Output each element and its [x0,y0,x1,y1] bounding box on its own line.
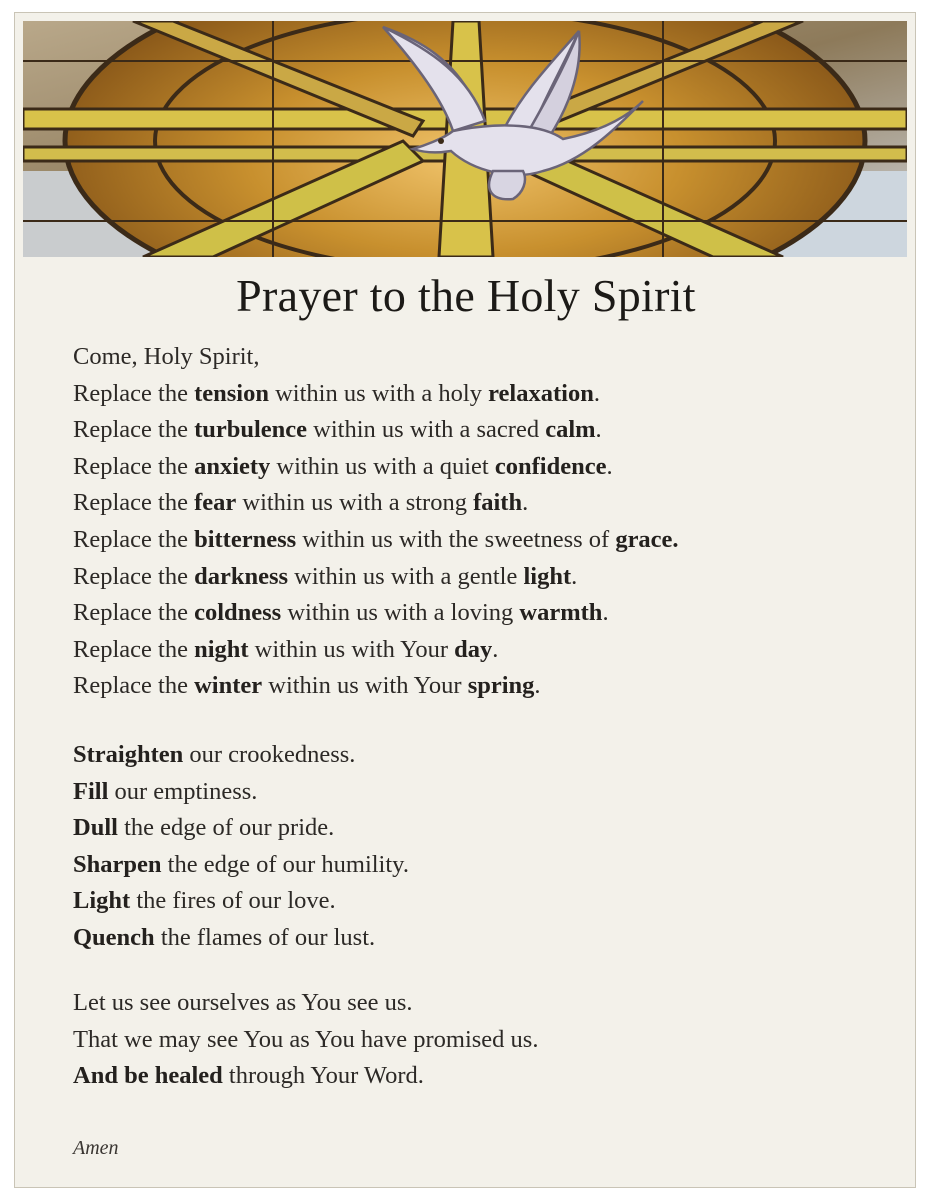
line-text: within us with Your [248,635,455,663]
bold-word: confidence [494,452,607,480]
bold-word: fear [194,489,237,517]
line-text: Replace the [73,489,195,517]
stanza-petitions [73,737,409,957]
stanza-closing [73,985,538,1095]
prayer-line [73,339,679,376]
prayer-line [73,376,679,413]
prayer-line [73,883,409,920]
bold-word: Light [73,887,131,915]
prayer-card [14,12,916,1188]
line-text: Let us see ourselves as You see us. [73,989,413,1016]
line-text: That we may see You as You have promised us. [73,1025,539,1053]
prayer-line [73,412,679,449]
line-text: the edge of our humility. [161,850,409,878]
stained-glass-banner [23,21,907,257]
line-text: . [595,416,602,444]
prayer-line [73,847,409,884]
bold-word: winter [194,672,263,700]
bold-word: Fill [73,777,109,805]
amen-closing: Amen [73,1137,119,1159]
bold-word: spring [467,672,535,700]
line-text: within us with Your [262,672,468,700]
bold-word: Sharpen [73,850,162,878]
line-text: within us with a loving [281,599,520,627]
bold-word: warmth [519,599,603,627]
bold-word: relaxation [488,379,594,407]
bold-word: Dull [73,814,118,842]
prayer-line [73,810,409,847]
line-text: . [571,562,578,590]
prayer-line [73,522,679,559]
line-text: Replace the [73,379,195,407]
bold-word: calm [545,416,596,444]
stanza-replace [73,339,679,705]
line-text: . [602,599,609,627]
prayer-line [73,1022,538,1059]
bold-word: darkness [194,562,289,590]
line-text: within us with a quiet [270,452,495,480]
dove-stained-glass-image [23,21,907,257]
bold-word: tension [194,379,269,407]
prayer-line [73,774,409,811]
bold-word: coldness [194,599,282,627]
prayer-line [73,668,679,705]
bold-word: grace. [615,525,679,553]
line-text: within us with a strong [236,489,474,517]
line-text: within us with a sacred [307,416,546,444]
line-text: Replace the [73,416,195,444]
line-text: Replace the [73,525,195,553]
prayer-line [73,485,679,522]
line-text: our emptiness. [108,777,258,805]
line-text: through Your Word. [222,1062,424,1090]
bold-word: bitterness [194,525,297,553]
prayer-line [73,1058,538,1095]
prayer-line [73,737,409,774]
line-text: the edge of our pride. [117,814,335,842]
bold-word: night [194,635,249,663]
line-text: Replace the [73,635,195,663]
bold-word: turbulence [194,416,308,444]
line-text: . [593,379,600,407]
bold-word: light [523,562,572,590]
line-text: Replace the [73,562,195,590]
prayer-line [73,449,679,486]
bold-word: day [454,635,493,663]
line-text: within us with a gentle [288,562,524,590]
line-text: within us with the sweetness of [296,525,616,553]
line-text: the flames of our lust. [154,923,376,951]
line-text: Replace the [73,599,195,627]
line-text: Replace the [73,672,195,700]
line-text: within us with a holy [268,379,489,407]
line-text: the fires of our love. [130,887,336,915]
line-text: our crookedness. [183,741,356,768]
prayer-line [73,920,409,957]
line-text: . [534,672,541,700]
line-text: Replace the [73,452,195,480]
bold-word: And be healed [73,1062,223,1090]
line-text: Come, Holy Spirit, [73,343,260,370]
line-text: . [492,635,499,663]
bold-word: anxiety [194,452,271,480]
prayer-title: Prayer to the Holy Spirit [236,270,696,321]
prayer-line [73,595,679,632]
prayer-line [73,559,679,596]
bold-word: Straighten [73,741,184,768]
prayer-line [73,632,679,669]
line-text: . [606,452,613,480]
prayer-line [73,985,538,1022]
line-text: . [522,489,529,517]
bold-word: Quench [73,923,155,951]
bold-word: faith [473,489,523,517]
